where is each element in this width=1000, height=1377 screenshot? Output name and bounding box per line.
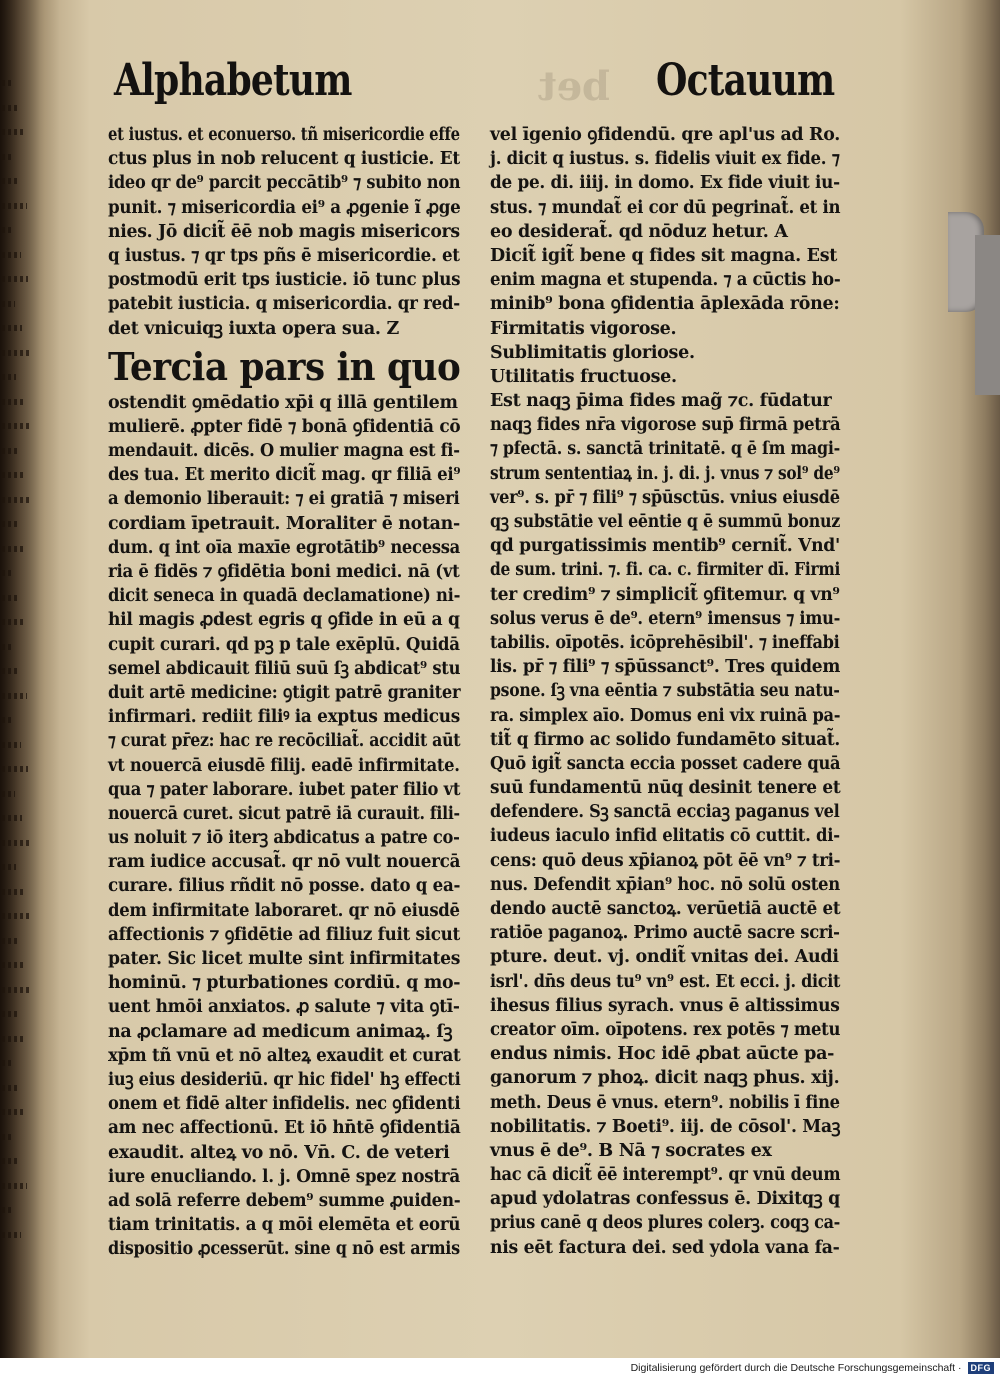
text-line: psone. ſꝫ vna eēntia ⁊ substātia seu natu- (490, 681, 840, 702)
facing-page-text-fragment (2, 350, 29, 356)
facing-page-text-fragment (2, 668, 20, 674)
text-line: naqꝫ fides nr̄a vigorose sup̄ firmā petrā (490, 415, 841, 436)
text-line: des tua. Et merito dicit̃ mag. qr filiā ei⁹ (108, 465, 461, 486)
text-line: stus. ⁊ mundat̃ ei cor dū pegrinat̃. et in (490, 197, 841, 218)
printed-page (98, 45, 948, 1260)
text-line: nouercā curet. sicut patrē iā curauit. fili- (108, 803, 460, 824)
facing-page-text-fragment (2, 815, 22, 821)
text-line: de pe. di. iiij. in domo. Ex fide viuit iu- (490, 173, 840, 194)
text-line: us noluit ⁊ iō iterꝫ abdicatus a patre co- (108, 828, 460, 849)
text-line: endus nimis. Hoc idē ꝓbat aūcte pa- (490, 1044, 835, 1065)
text-line: defendere. Sꝫ sanctā ecciaꝫ paganus vel (490, 802, 840, 823)
facing-page-text-fragment (2, 913, 30, 919)
text-line: ganorum ⁊ phoꝝ. dicit naqꝫ phus. xij. (490, 1068, 840, 1089)
text-line: am nec affectionū. Et iō hn̄tē ꝯfidentiā (108, 1118, 461, 1139)
facing-page-text-fragment (2, 1207, 14, 1213)
text-line: Dicit̃ igit̃ bene q fides sit magna. Est (490, 245, 838, 266)
facing-page-text-fragment (2, 374, 16, 380)
facing-page-text-fragment (2, 154, 13, 160)
facing-page-text-fragment (2, 1109, 26, 1115)
text-line: infirmari. rediit filiꝰ ia exptus medicus (108, 707, 460, 728)
text-line: cens: quō deus xp̄ianoꝝ pōt ēē vn⁹ ⁊ tri- (490, 850, 841, 871)
text-line: xp̄m tñ vnū et nō alteꝝ exaudit et curat (108, 1045, 461, 1066)
funding-credit: Digitalisierung gefördert durch die Deutsche Forschungsgemeinschaft · (630, 1361, 962, 1374)
running-head-right: Octauum (656, 55, 835, 106)
text-line: nis eēt factura dei. sed ydola vana fa- (490, 1237, 840, 1258)
text-line: enim magna et stupenda. ⁊ a cūctis ho- (490, 270, 841, 291)
text-line: apud ydolatras confessus ē. Dixitqꝫ q (490, 1189, 840, 1210)
text-line: patebit iusticia. q misericordia. qr red- (108, 294, 460, 315)
text-line: dem infirmitate laboraret. qr nō eiusdē (108, 900, 460, 921)
facing-page-text-fragment (2, 1134, 13, 1140)
facing-page-text-fragment (2, 1183, 27, 1189)
facing-page-text-fragment (2, 766, 28, 772)
facing-page-text-fragment (2, 178, 20, 184)
text-line: iudeus iaculo infid elitatis cō cuttit. di- (490, 826, 840, 847)
text-line: qd purgatissimis mentib⁹ cernit̃. Vnd' (490, 536, 840, 557)
text-line: Sublimitatis gloriose. (490, 342, 695, 363)
facing-page-text-fragment (2, 742, 21, 748)
text-line: postmodū erit tps iusticie. iō tunc plus (108, 270, 461, 291)
text-line: exaudit. alteꝝ vo nō. Vn̄. C. de veteri (108, 1142, 450, 1163)
text-line: suū fundamentū nūq desinit tenere et (490, 778, 841, 799)
facing-page-text-fragment (2, 1232, 21, 1238)
facing-page-text-fragment (2, 1085, 19, 1091)
facing-page-text-fragment (2, 570, 12, 576)
facing-page-text-fragment (2, 521, 18, 527)
text-line: vnus ē de⁹. B Nā ⁊ socrates ex (490, 1140, 772, 1161)
facing-page-text-fragment (2, 472, 24, 478)
facing-page-text-fragment (2, 1158, 20, 1164)
text-line: onem et fidē alter infidelis. nec ꝯfidenti (108, 1094, 461, 1115)
facing-page-text-fragment (2, 1060, 12, 1066)
facing-page-text-fragment (2, 791, 15, 797)
facing-page-text-fragment (2, 497, 31, 503)
text-line: pater. Sic licet multe sint infirmitates (108, 949, 461, 969)
text-line: affectionis ⁊ ꝯfidētie ad filiuz fuit sicut (108, 924, 461, 945)
text-line: Firmitatis vigorose. (490, 318, 677, 339)
facing-page-text-fragment (2, 595, 19, 601)
text-line: ⁊ pfectā. s. sanctā trinitatē. q ē ſm magi- (490, 439, 840, 460)
text-line: creator oīm. oīpotens. rex potēs ⁊ metu (490, 1019, 841, 1040)
facing-page-text-fragment (2, 399, 23, 405)
text-line: isrl'. dn̄s deus tu⁹ vn⁹ est. Et ecci. j. dicit (490, 971, 841, 992)
text-line: ideo qr de⁹ parcit peccātib⁹ ⁊ subito non (108, 173, 461, 194)
facing-page-text-fragment (2, 448, 17, 454)
text-line: solus verus ē de⁹. etern⁹ imensus ⁊ imu- (490, 608, 841, 629)
running-head-left: Alphabetum (114, 55, 352, 106)
text-line: dispositio ꝓcesserūt. sine q nō est armis (108, 1239, 460, 1260)
facing-page-text-fragment (2, 693, 27, 699)
text-line: tit̃ q firmo ac solido fundamēto situat̃. (490, 729, 840, 750)
text-line: iure enucliando. l. j. Omnē spez nostrā (108, 1166, 460, 1187)
text-line: Utilitatis fructuose. (490, 366, 677, 387)
facing-page-text-fragment (2, 889, 23, 895)
text-line: prius canē q deos plures colerꝫ. coqꝫ ca- (490, 1213, 841, 1234)
text-line: qua ⁊ pater laborare. iubet pater filio vt (108, 779, 461, 800)
text-line: nus. Defendit xp̄ian⁹ hoc. nō solū osten (490, 874, 840, 895)
text-line: ostendit ꝯmēdatio xp̄i q illā gentilem (108, 392, 458, 413)
text-line: hil magis ꝓdest egris q ꝯfide in eū a q (108, 610, 460, 631)
facing-page-text-fragment (2, 1011, 18, 1017)
facing-page-text-fragment (2, 105, 19, 111)
text-line: j. dicit q iustus. s. fidelis viuit ex fide. ⁊ (490, 149, 840, 170)
text-line: tiam trinitatis. a q mōi elemēta et eorū (108, 1215, 461, 1236)
text-line: ter credim⁹ ⁊ simplicit̃ ꝯfitemur. q vn⁹ (490, 584, 840, 605)
facing-page-text-fragment (2, 129, 26, 135)
facing-page-text-fragment (2, 80, 12, 86)
facing-page-text-fragment (2, 1036, 25, 1042)
text-line: minib⁹ bona ꝯfidentia āplexāda rōne: (490, 294, 840, 315)
facing-page-text-fragment (2, 252, 21, 258)
text-line: iuꝫ eius desideriū. qr hic fidel' hꝫ effecti (108, 1069, 461, 1090)
text-line: curare. filius rñdit nō posse. dato q ea- (108, 876, 461, 897)
facing-page-edge (0, 80, 34, 1260)
text-line: semel abdicauit filiū suū ſꝫ abdicat⁹ stu (108, 658, 461, 679)
text-line: punit. ⁊ misericordia ei⁹ a ꝓgenie ĩ ꝓge (108, 197, 461, 218)
text-line: ⁊ curat pr̄ez: hac re recōciliat̃. accidit aūt (108, 731, 461, 752)
bleed-through-ghost: bet (538, 63, 610, 110)
section-heading: Tercia pars in quo (108, 343, 461, 389)
text-line: meth. Deus ē vnus. etern⁹. nobilis ī fine (490, 1092, 840, 1113)
text-line: ram iudice accusat̃. qr nō vult nouercā (108, 852, 461, 873)
text-line: tabilis. oīpotēs. icōprehēsibil'. ⁊ ineffabi (490, 632, 840, 653)
facing-page-text-fragment (2, 864, 16, 870)
text-line: mulierē. ꝓpter fidē ⁊ bonā ꝯfidentiā cō (108, 416, 461, 437)
text-line: vel īgenio ꝯfidendū. qre apl'us ad Ro. (490, 125, 840, 145)
facing-page-text-fragment (2, 619, 26, 625)
text-line: hominū. ⁊ pturbationes cordiū. q mo- (108, 973, 461, 994)
text-line: pture. deut. vj. ondit̃ vnitas dei. Audi (490, 947, 839, 968)
text-line: ctus plus in nob relucent q iusticie. Et (108, 149, 460, 170)
text-line: ria ē fidēs ⁊ ꝯfidētia boni medici. nā (vt (108, 562, 460, 582)
text-line: dendo auctē sanctoꝝ. verūetiā auctē et (490, 899, 841, 919)
text-line: Est naqꝫ p̄ima fides mag̃ ⁊c. fūdatur (490, 391, 832, 412)
text-line: nies. Jō dicit̃ ēē nob magis misericors (108, 221, 460, 242)
text-line: ihesus filius syrach. vnus ē altissimus (490, 995, 840, 1016)
text-line: de sum. trini. ⁊. fi. ca. c. firmiter dī. Firmi (490, 560, 841, 581)
facing-page-text-fragment (2, 938, 17, 944)
facing-page-text-fragment (2, 203, 27, 209)
text-column-right (490, 123, 840, 1260)
facing-page-text-fragment (2, 325, 22, 331)
text-line: uent hmōi anxiatos. ꝓ salute ⁊ vita ꝯtī- (108, 997, 460, 1018)
text-line: lis. pr̄ ⁊ fili⁹ ⁊ sp̄ūssanct⁹. Tres quidem (490, 657, 841, 678)
text-line: vt nouercā eiusdē filij. eadē infirmitate. (108, 755, 460, 776)
facing-page-text-fragment (2, 644, 13, 650)
facing-page-text-fragment (2, 840, 29, 846)
facing-page-text-fragment (2, 276, 28, 282)
text-line: dum. q int oīa maxīe egrotātib⁹ necessa (108, 537, 460, 558)
text-line: nobilitatis. ⁊ Boeti⁹. iij. de cōsol'. Maꝫ (490, 1116, 841, 1137)
text-line: ad solā referre debem⁹ summe ꝓuiden- (108, 1190, 461, 1211)
facing-page-text-fragment (2, 301, 15, 307)
text-line: hac cā dicit̃ ēē interempt⁹. qr vnū deum (490, 1165, 841, 1186)
text-line: a demonio liberauit: ⁊ ei gratiā ⁊ miseri (108, 489, 460, 510)
text-line: strum sententiaꝝ in. j. di. j. vnus ⁊ sol⁹ de⁹ (490, 463, 840, 484)
text-line: Quō igit̃ sancta eccia posset cadere quā (490, 753, 841, 774)
text-line: det vnicuiqꝫ iuxta opera sua. Z (108, 318, 399, 339)
text-line: mendauit. dicēs. O mulier magna est fi- (108, 441, 460, 462)
text-line: qꝫ substātie vel eēntie q ē summū bonuz (490, 512, 841, 532)
facing-page-text-fragment (2, 962, 24, 968)
text-line: et iustus. et econuerso. tñ misericordie effe (108, 125, 460, 145)
facing-page-text-fragment (2, 227, 14, 233)
digitization-footer (0, 1358, 1000, 1377)
text-line: dicit seneca in quadā declamatione) ni- (108, 586, 461, 607)
text-line: cordiam īpetrauit. Moraliter ē notan- (108, 513, 460, 534)
text-line: cupit curari. qd pꝫ p tale exēplū. Quidā (108, 634, 460, 655)
text-line: duit artē medicine: ꝯtigit patrē graniter (108, 682, 461, 703)
text-line: q iustus. ⁊ qr tps pñs ē misericordie. et (108, 245, 460, 266)
facing-page-text-fragment (2, 423, 30, 429)
text-line: eo desiderat̃. qd nōduz hetur. A (490, 221, 788, 242)
facing-page-text-fragment (2, 717, 14, 723)
text-line: na ꝓclamare ad medicum animaꝝ. ſꝫ (108, 1021, 453, 1042)
text-line: ra. simplex aīo. Domus eni vix ruinā pa- (490, 705, 841, 726)
facing-page-text-fragment (2, 546, 25, 552)
text-column-left (108, 123, 460, 1261)
dfg-logo: DFG (968, 1362, 995, 1374)
page-clip-strip (975, 235, 1000, 395)
facing-page-text-fragment (2, 987, 31, 993)
text-line: ratiōe paganoꝝ. Primo auctē sacre scri- (490, 923, 840, 944)
text-line: ver⁹. s. pr̄ ⁊ fili⁹ ⁊ sp̄ūsctūs. vnius eiusdē (490, 487, 840, 508)
